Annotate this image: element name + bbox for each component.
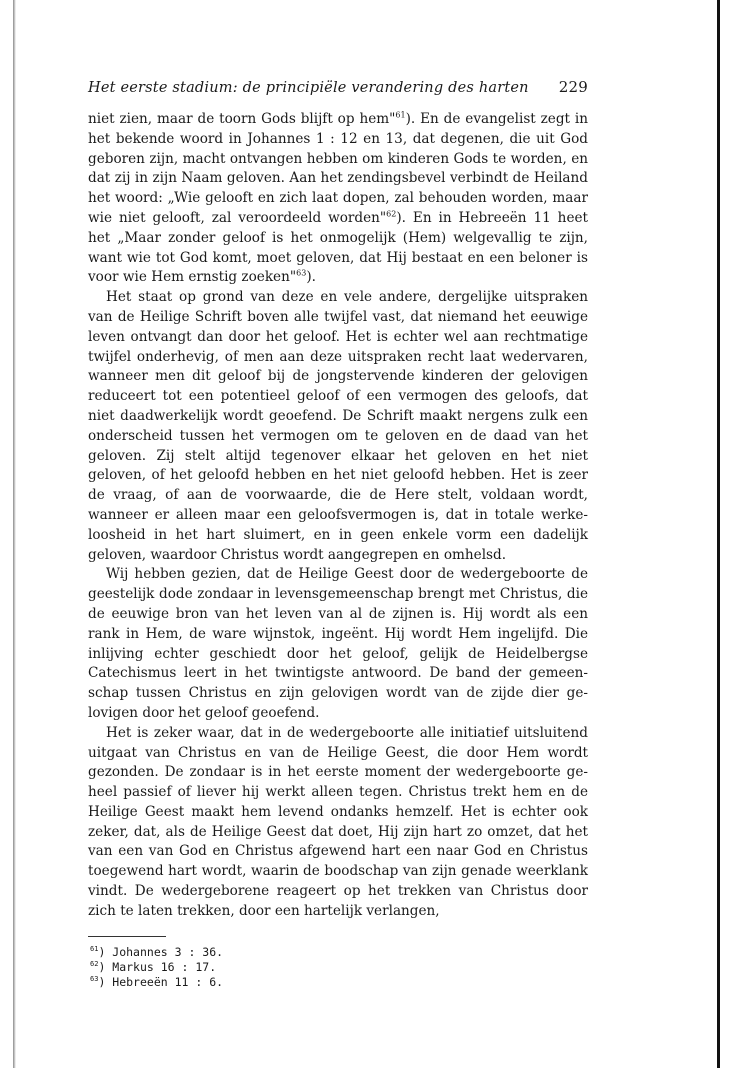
paragraph-4: Het is zeker waar, dat in de wedergeboorte alle initiatief uitsluitend uitgaat van Christus en van de Heilige Geest, die door Hem wordt gezonden. De zondaar is in het eerste moment der wedergeboorte geheel passief of liever hij werkt alleen tegen. Christus trekt hem en de Heilige Geest maakt hem levend ondanks hemzelf. Het is echter ook zeker, dat, als de Heilige Geest dat doet, Hij zijn hart zo omzet, dat het van een van God en Christus afgewend hart een naar God en Christus toegewend hart wordt, waarin de boodschap van zijn genade weerklank vindt. De wedergeborene reageert op het trekken van Christus door zich te laten trekken, door een hartelijk verlangen, [88,724,588,919]
book-page [88,78,588,990]
body-text [88,110,588,922]
footnote-ref: 61 [395,110,406,120]
paragraph-2: Het staat op grond van deze en vele andere, dergelijke uitspraken van de Heilige Schrift boven alle twijfel vast, dat niemand het eeuwige leven ontvangt dan door het geloof. Het is echter wel aan rechtmatige twijfel onderhevig, of men aan deze uitspraken recht laat wedervaren, wanneer men dit geloof bij de jongstervende kinderen der gelovigen reduceert tot een potentieel geloof of een vermogen des geloofs, dat niet daadwerkelijk wordt geoefend. De Schrift maakt nergens zulk een onderscheid tussen het vermogen om te geloven en de daad van het geloven. Zij stelt altijd tegenover elkaar het geloven en het niet geloven, of het geloofd hebben en het niet geloofd hebben. Het is zeer de vraag, of aan de voorwaarde, die de Here stelt, voldaan wordt, wanneer er alleen maar een geloofsvermogen is, dat in totale werkeloosheid in het hart sluimert, en in geen enkele vorm een dadelijk geloven, waardoor Christus wordt aangegrepen en omhelsd. [88,289,588,563]
chapter-title: Het eerste stadium: de principiële verandering des harten [88,80,529,96]
footnote-rule [88,936,166,937]
paragraph-3: Wij hebben gezien, dat de Heilige Geest door de wedergeboorte de geestelijk dode zondaar in levensgemeenschap brengt met Christus, die de eeuwige bron van het leven van al de zijnen is. Hij wordt als een rank in Hem, de ware wijnstok, ingeënt. Hij wordt Hem ingelijfd. Die inlijving echter geschiedt door het geloof, gelijk de Heidelbergse Catechismus leert in het twintigste antwoord. De band der gemeenschap tussen Christus en zijn gelovigen wordt van de zijde dier gelovigen door het geloof geoefend. [88,566,588,721]
footnote: $^{61}$) Johannes 3 : 36. [90,944,224,959]
scan-edge-right [717,0,738,1068]
scan-edge-left [0,0,15,1068]
page-number: 229 [558,78,588,96]
footnote: $^{63}$) Hebreeën 11 : 6. [90,974,224,989]
running-head [88,78,588,96]
footnotes [88,945,588,990]
paragraph-1: niet zien, maar de toorn Gods blijft op hem"$^{61}$). En de evangelist zegt in het bekende woord in Johannes 1 : 12 en 13, dat degenen, die uit God geboren zijn, macht ontvangen hebben om kinderen Gods te worden, en dat zij in zijn Naam geloven. Aan het zendingsbevel verbindt de Heiland het woord: „Wie gelooft en zich laat dopen, zal behouden worden, maar wie niet gelooft, zal veroordeeld worden"$^{62}$). En in Hebreeën 11 heet het „Maar zonder geloof is het onmogelijk (Hem) welgevallig te zijn, want wie tot God komt, moet geloven, dat Hij bestaat en een beloner is voor wie Hem ernstig zoeken"$^{63}$). [88,110,588,286]
footnote: $^{62}$) Markus 16 : 17. [90,959,217,974]
footnote-ref: 63 [296,268,307,278]
footnote-ref: 62 [386,209,397,219]
